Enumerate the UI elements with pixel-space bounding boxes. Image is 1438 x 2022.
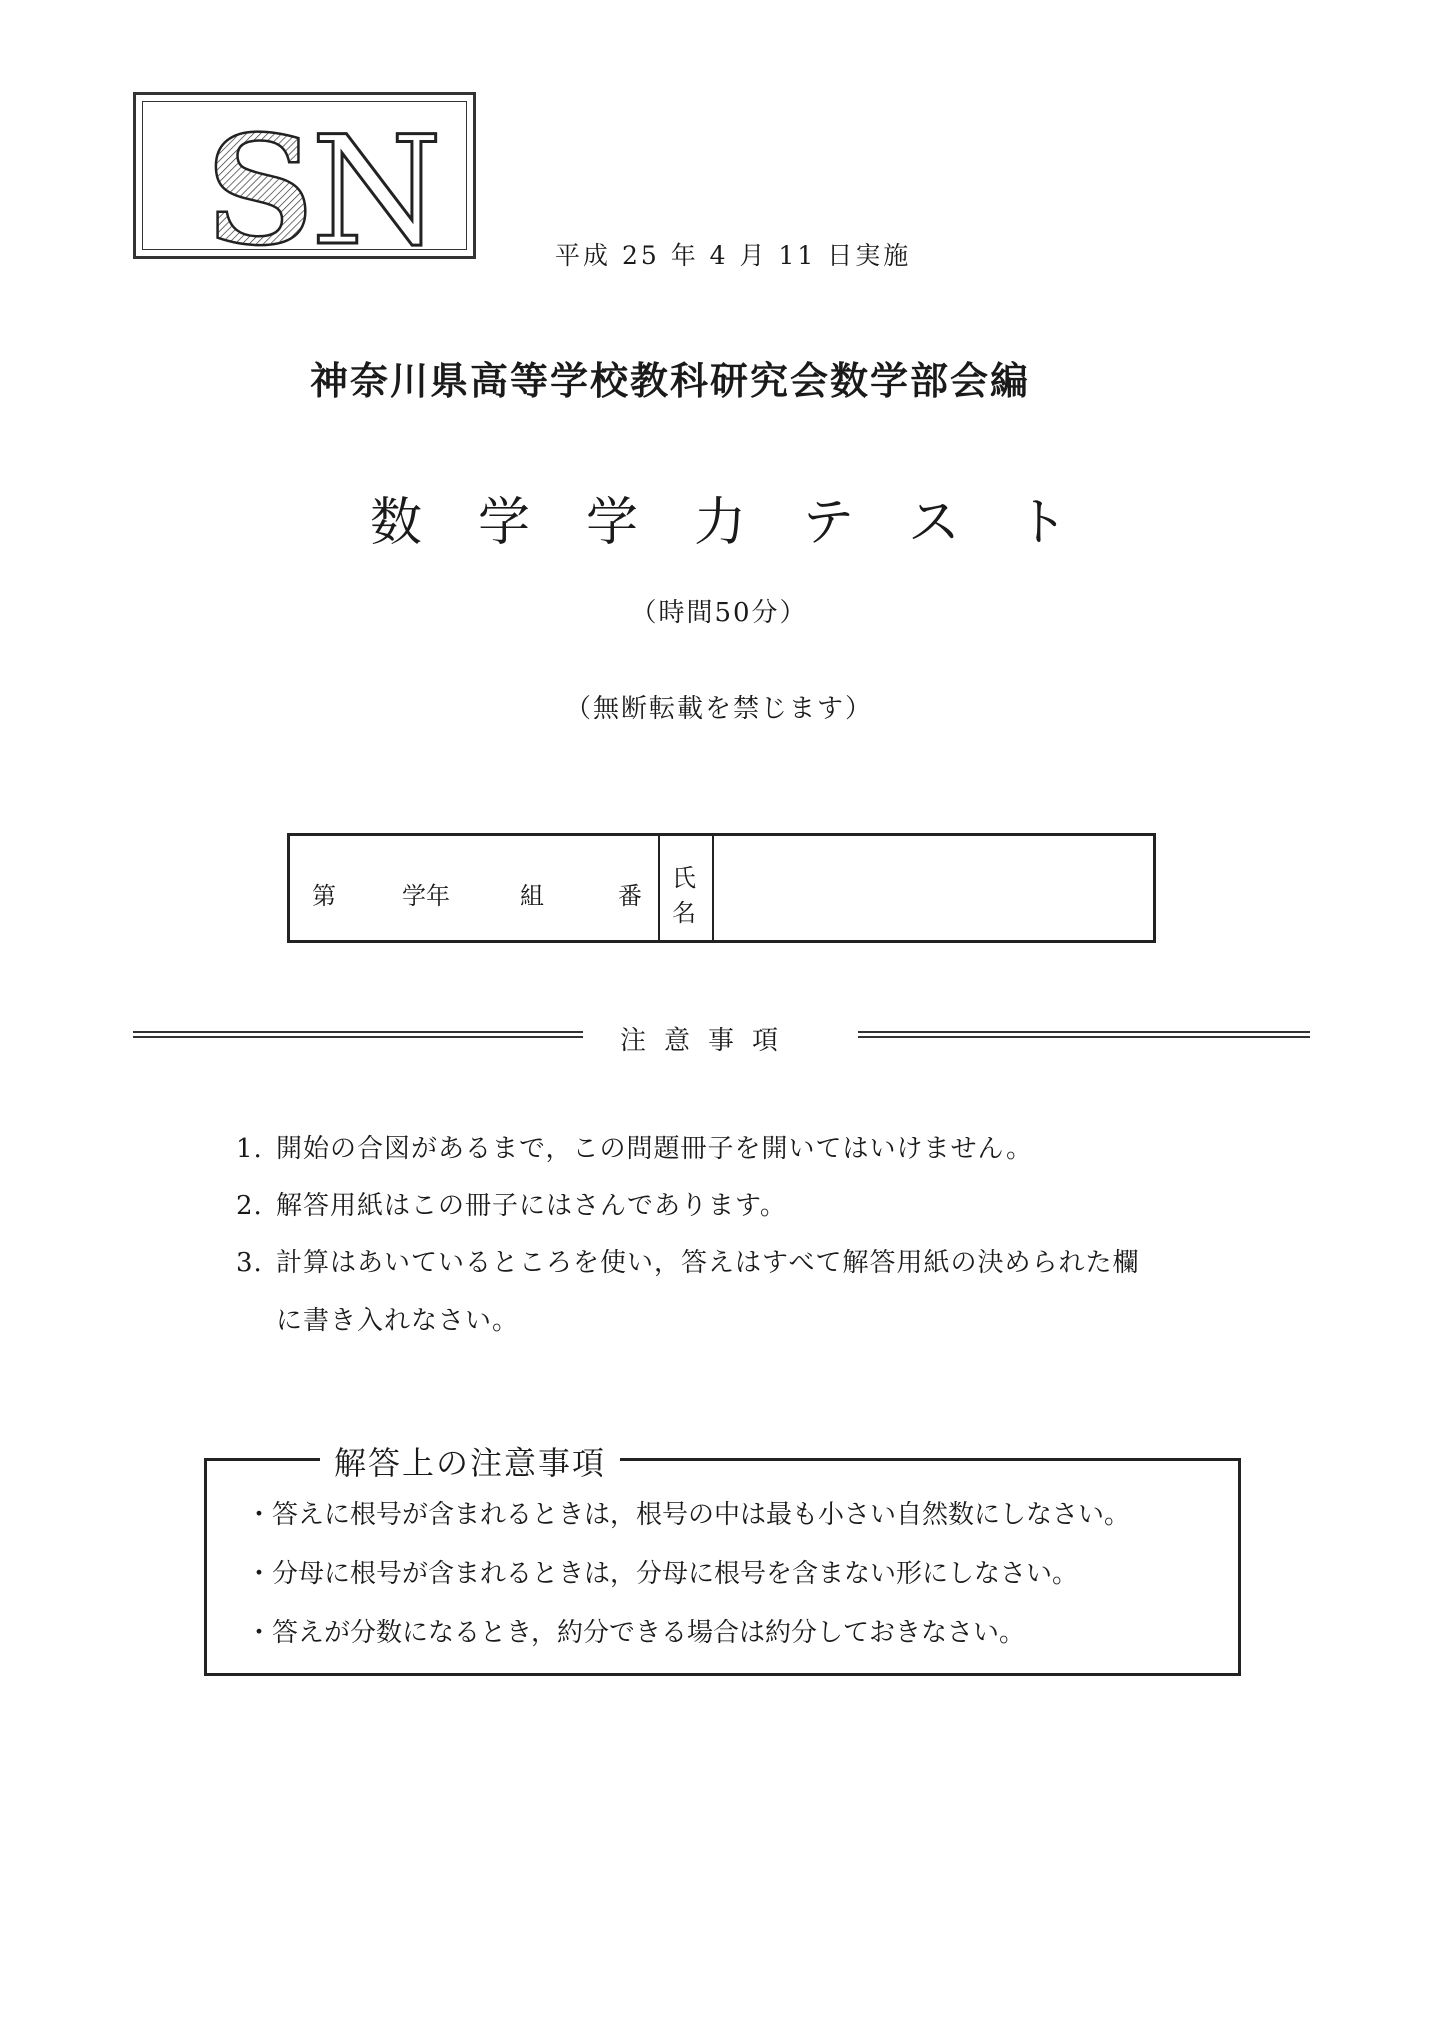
name-field[interactable] [714, 836, 1153, 940]
answer-note-text: 答えに根号が含まれるときは，根号の中は最も小さい自然数にしなさい。 [272, 1500, 1131, 1530]
svg-text:N: N [311, 105, 443, 262]
svg-text:S: S [206, 103, 315, 262]
notice-heading: 注意事項 [620, 1026, 797, 1056]
notice-text-continuation: に書き入れなさい。 [276, 1306, 520, 1336]
notice-divider-left [133, 1031, 583, 1038]
bullet: ・ [246, 1559, 273, 1589]
editor-name: 神奈川県高等学校教科研究会数学部会編 [310, 358, 1031, 403]
time-limit-note: （時間50分） [630, 598, 808, 628]
grade-class-number-cell[interactable] [290, 836, 660, 940]
class-label: 組 [520, 882, 544, 910]
notice-item [236, 1128, 1033, 1165]
bullet: ・ [246, 1500, 273, 1530]
answer-note-text: 分母に根号が含まれるときは，分母に根号を含まない形にしなさい。 [272, 1559, 1079, 1589]
answer-note-text: 答えが分数になるとき，約分できる場合は約分しておきなさい。 [272, 1618, 1025, 1648]
notice-item [236, 1185, 787, 1222]
test-title: 数学学力テスト [370, 493, 1124, 553]
notice-text: 解答用紙はこの冊子にはさんであります。 [276, 1191, 787, 1221]
sn-logo-mark [136, 95, 479, 262]
name-label-cell [660, 836, 714, 940]
notice-number: 2. [236, 1191, 263, 1221]
student-info-table [287, 833, 1156, 943]
answer-note-item [246, 1553, 1078, 1590]
notice-number: 1. [236, 1134, 263, 1164]
notice-text: 計算はあいているところを使い，答えはすべて解答用紙の決められた欄 [276, 1248, 1140, 1278]
grade-label: 学年 [402, 882, 450, 910]
name-label-top: 氏 [672, 864, 696, 892]
grade-prefix: 第 [312, 882, 336, 910]
sn-logo [133, 92, 476, 262]
number-label: 番 [618, 882, 642, 910]
exam-date: 平成 25 年 4 月 11 日実施 [555, 241, 912, 270]
notice-item [236, 1242, 1139, 1279]
notice-text: 開始の合図があるまで，この問題冊子を開いてはいけません。 [276, 1134, 1034, 1164]
answer-note-item [246, 1612, 1025, 1649]
copyright-note: （無断転載を禁じます） [564, 694, 873, 724]
notice-number: 3. [236, 1248, 263, 1278]
bullet: ・ [246, 1618, 273, 1648]
notice-divider-right [858, 1031, 1310, 1038]
answer-notes-heading: 解答上の注意事項 [320, 1438, 620, 1484]
name-label-bottom: 名 [672, 899, 696, 927]
answer-note-item [246, 1494, 1130, 1531]
